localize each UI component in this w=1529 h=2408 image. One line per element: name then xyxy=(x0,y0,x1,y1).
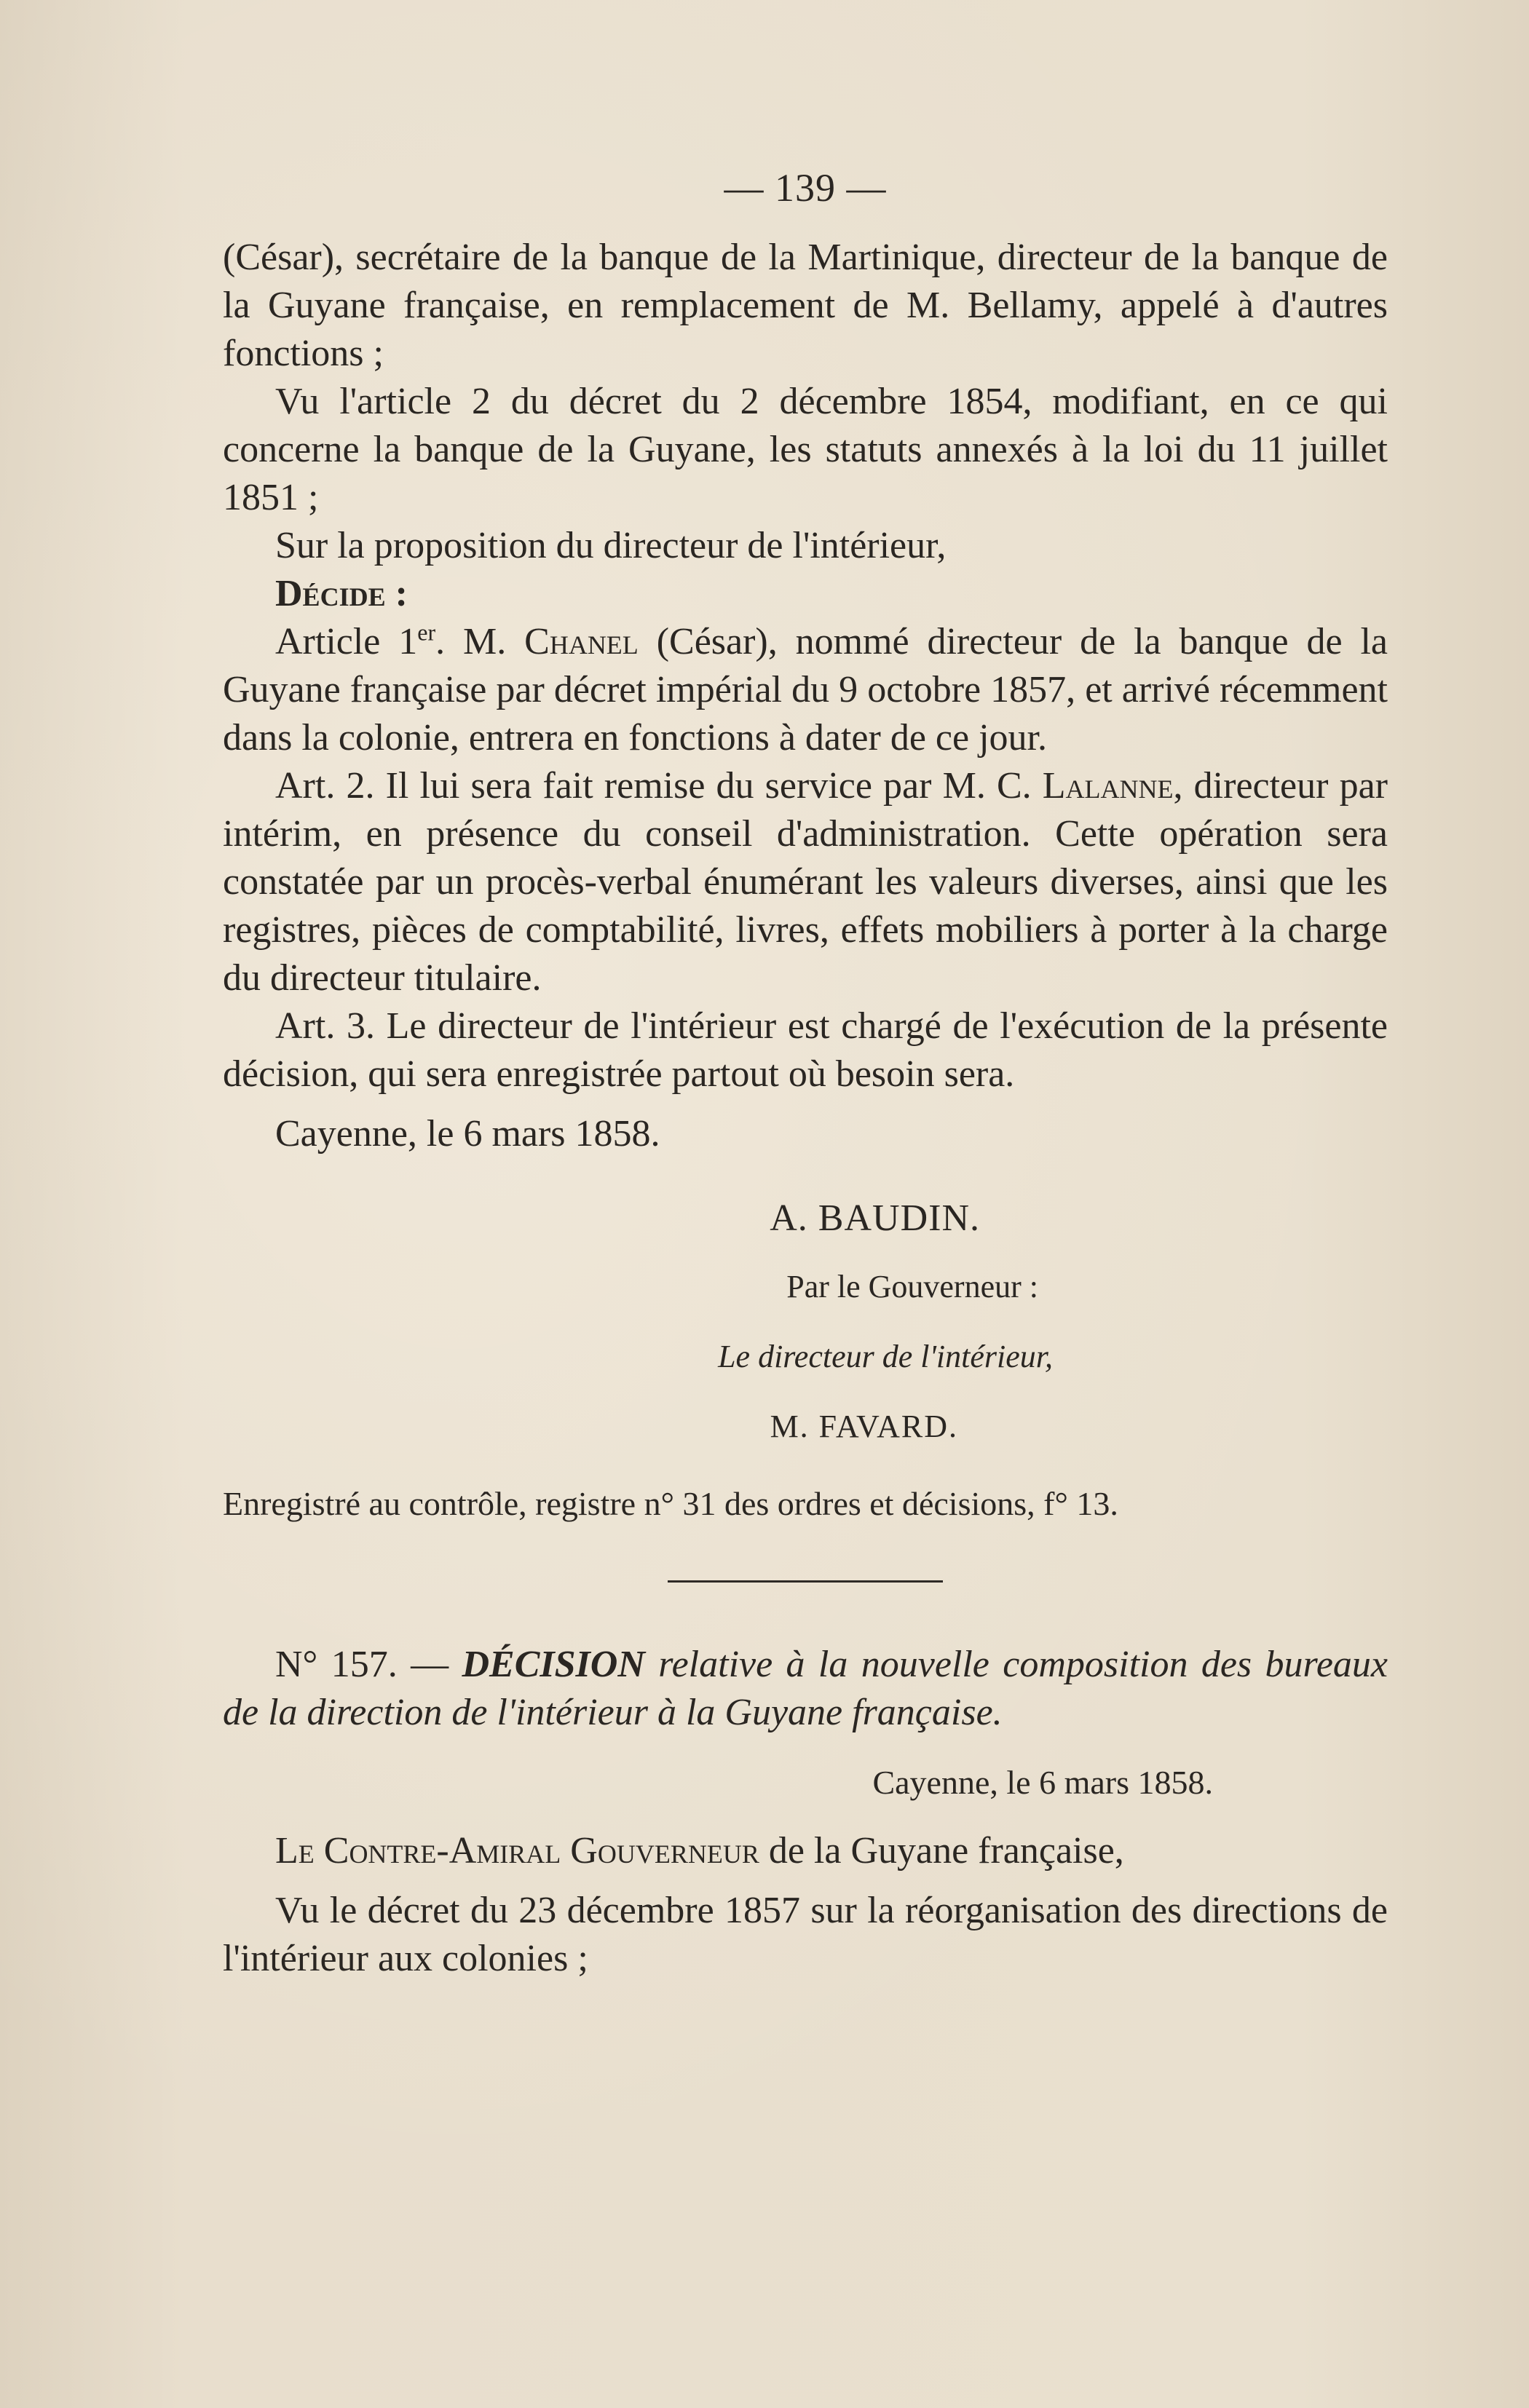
page-number: — 139 — xyxy=(724,166,887,210)
section-title-rest: relative à la nouvelle composition des bureaux de la direction de l'intérieur à la Guyane française. xyxy=(223,1644,1388,1733)
signature-official: M. FAVARD. xyxy=(770,1409,958,1444)
section-number: N° 157. — xyxy=(275,1644,449,1685)
registration-note: Enregistré au contrôle, registre n° 31 des ordres et décisions, f° 13. xyxy=(223,1485,1118,1522)
article-1-text: (César), nommé directeur de la banque de la Guyane française par décret impérial du 9 octobre 1857, et arrivé récemment dans la colonie, entrera en fonctions à dater de ce jour. xyxy=(223,621,1388,759)
section-title-word: DÉCISION xyxy=(462,1644,645,1685)
article-3: Art. 3. Le directeur de l'intérieur est chargé de l'exécution de la présente décision, qui sera enregistrée partout où besoin sera. xyxy=(223,1005,1388,1095)
article-2-lead: Art. 2. Il lui sera fait remise du service par M. C. xyxy=(275,765,1032,807)
signature-role: Le directeur de l'intérieur, xyxy=(718,1339,1053,1374)
article-1-superscript: er xyxy=(417,619,436,646)
date-line: Cayenne, le 6 mars 1858. xyxy=(275,1113,660,1155)
signature-name: A. BAUDIN. xyxy=(770,1197,980,1239)
section-dateline: Cayenne, le 6 mars 1858. xyxy=(872,1764,1213,1801)
section-divider xyxy=(668,1580,943,1583)
article-1-lead: Article 1 xyxy=(275,621,418,662)
paragraph-vu-article: Vu l'article 2 du décret du 2 décembre 1854, modifiant, en ce qui concerne la banque de la Guyane, les statuts annexés à la loi du 11 juillet 1851 ; xyxy=(223,381,1388,518)
vu-decret-paragraph: Vu le décret du 23 décembre 1857 sur la réorganisation des directions de l'intérieur aux colonies ; xyxy=(223,1890,1388,1979)
paragraph-proposition: Sur la proposition du directeur de l'intérieur, xyxy=(275,525,947,566)
article-1: Article 1er. M. Chanel (César), nommé directeur de la banque de la Guyane française par décret impérial du 9 octobre 1857, et arrivé récemment dans la colonie, entrera en fonctions à dater de ce jour. xyxy=(223,619,1388,759)
signature-by: Par le Gouverneur : xyxy=(786,1269,1038,1304)
decide-heading: Décide : xyxy=(275,573,408,614)
authority-title: Le Contre-Amiral Gouverneur xyxy=(275,1830,759,1872)
article-2 xyxy=(223,762,1388,1002)
authority-line xyxy=(223,1827,1388,1875)
article-2-text: , directeur par intérim, en présence du conseil d'administration. Cette opération sera constatée par un procès-verbal énumérant les valeurs diverses, ainsi que les registres, pièces de comptabilité, livres, effets mobiliers à porter à la charge du directeur titulaire. xyxy=(223,765,1388,999)
authority-rest: de la Guyane française, xyxy=(768,1830,1124,1872)
section-heading xyxy=(223,1641,1388,1737)
article-2-name: Lalanne xyxy=(1042,765,1174,807)
page-text-block xyxy=(223,164,1388,1983)
paragraph-cesar: (César), secrétaire de la banque de la Martinique, directeur de la banque de la Guyane française, en remplacement de M. Bellamy, appelé à d'autres fonctions ; xyxy=(223,237,1388,374)
article-1-name: M. Chanel xyxy=(463,621,639,662)
